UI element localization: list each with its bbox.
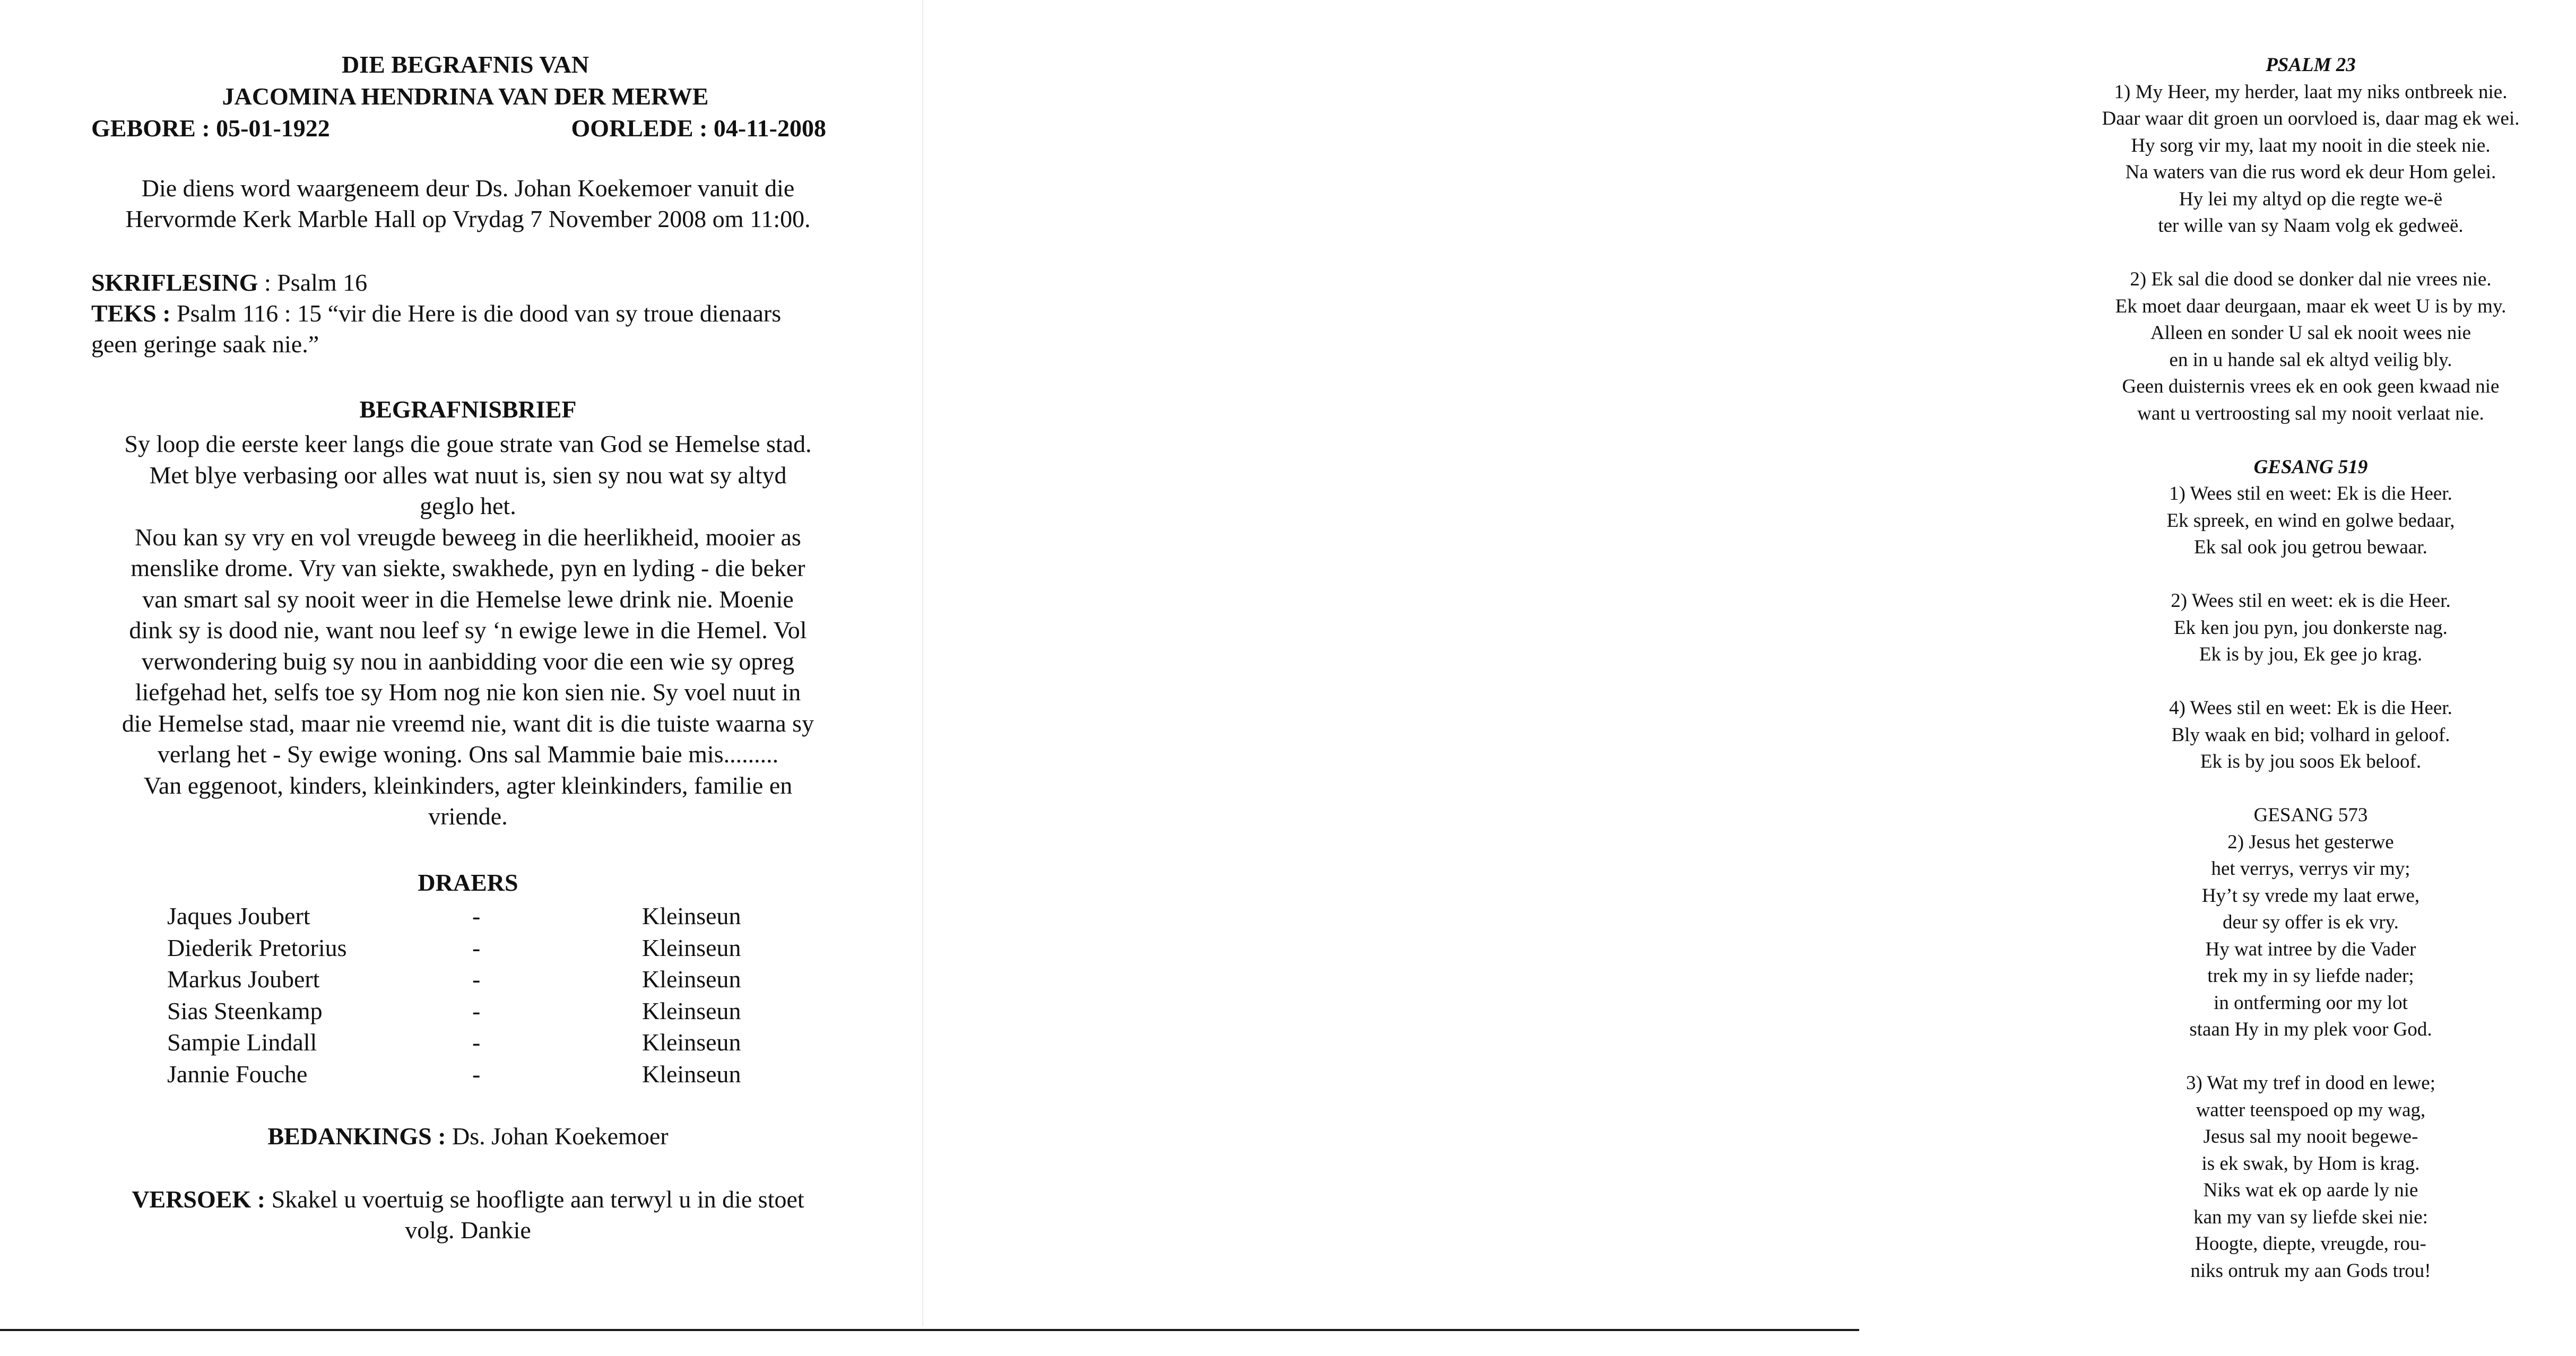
letter-line: menslike drome. Vry van siekte, swakhede, pyn en lyding - die beker	[131, 554, 805, 581]
hymn-line: Hy’t sy vrede my laat erwe,	[2201, 884, 2420, 907]
service-info	[91, 173, 845, 234]
hymn-line: Bly waak en bid; volhard in geloof.	[2171, 724, 2450, 746]
hymn-line: Niks wat ek op aarde ly nie	[2203, 1179, 2418, 1201]
hymn-line: het verrys, verrys vir my;	[2211, 858, 2410, 880]
gesang573-heading: GESANG 573	[2253, 804, 2368, 826]
hymn-line: trek my in sy liefde nader;	[2207, 965, 2414, 987]
pallbearer-name: Sias Steenkamp	[167, 997, 323, 1024]
hymn-line: deur sy offer is ek vry.	[2223, 911, 2399, 933]
letter-heading: BEGRAFNISBRIEF	[359, 396, 577, 423]
pallbearer-dash: -	[472, 902, 481, 929]
hymn-line: Jesus sal my nooit begewe-	[2203, 1126, 2418, 1148]
hymn-line: staan Hy in my plek voor God.	[2189, 1019, 2432, 1040]
pallbearer-relation: Kleinseun	[642, 934, 741, 961]
hymn-line: 2) Jesus het gesterwe	[2227, 831, 2394, 853]
letter-line: die Hemelse stad, maar nie vreemd nie, want dit is die tuiste waarna sy	[122, 709, 814, 737]
pallbearer-relation: Kleinseun	[642, 966, 741, 993]
request-line-2: volg. Dankie	[405, 1216, 531, 1244]
reading-label: SKRIFLESING	[91, 269, 258, 296]
letter-line: Van eggenoot, kinders, kleinkinders, agter kleinkinders, familie en	[143, 771, 793, 799]
title-line-1: DIE BEGRAFNIS VAN	[341, 51, 589, 78]
hymn-line: want u vertroosting sal my nooit verlaat nie.	[2137, 402, 2484, 424]
verse-gap	[2045, 776, 2576, 803]
hymn-column	[2045, 52, 2576, 1284]
pallbearer-row	[167, 995, 801, 1027]
reading-section	[91, 267, 845, 360]
hymn-line: 2) Wees stil en weet: ek is die Heer.	[2171, 590, 2451, 612]
request-label: VERSOEK :	[132, 1186, 266, 1213]
scan-edge	[0, 1329, 1859, 1356]
letter-line: dink sy is dood nie, want nou leef sy ‘n ewige lewe in die Hemel. Vol	[129, 616, 807, 644]
letter-line: geglo het.	[420, 492, 516, 519]
pallbearer-name: Sampie Lindall	[167, 1029, 317, 1056]
pallbearer-name: Markus Joubert	[167, 966, 320, 993]
hymn-line: Hy sorg vir my, laat my nooit in die steek nie.	[2131, 134, 2491, 157]
title-line-2: JACOMINA HENDRINA VAN DER MERWE	[222, 83, 709, 110]
hymn-line: Ek sal ook jou getrou bewaar.	[2194, 536, 2427, 558]
hymn-line: en in u hande sal ek altyd veilig bly.	[2169, 349, 2452, 371]
hymn-line: Ek moet daar deurgaan, maar ek weet U is by my.	[2115, 295, 2506, 317]
pallbearer-name: Diederik Pretorius	[167, 934, 347, 961]
text-line-2: geen geringe saak nie.”	[91, 331, 319, 358]
hymn-line: Geen duisternis vrees ek en ook geen kwaad nie	[2122, 376, 2500, 397]
pallbearer-dash: -	[472, 1029, 481, 1056]
service-line-2: Hervormde Kerk Marble Hall op Vrydag 7 November 2008 om 11:00.	[125, 205, 811, 232]
hymn-line: Daar waar dit groen un oorvloed is, daar mag ek wei.	[2102, 108, 2520, 129]
pallbearers-list	[167, 900, 801, 1090]
hymn-line: 1) My Heer, my herder, laat my niks ontbreek nie.	[2114, 81, 2508, 103]
pallbearer-row	[167, 932, 801, 964]
hymn-line: 2) Ek sal die dood se donker dal nie vrees nie.	[2130, 268, 2492, 290]
verse-gap	[2045, 240, 2576, 267]
thanks-label: BEDANKINGS :	[267, 1123, 446, 1150]
service-line-1: Die diens word waargeneem deur Ds. Johan Koekemoer vanuit die	[141, 175, 795, 202]
verse-gap	[2045, 427, 2576, 454]
reading-line	[91, 267, 845, 298]
hymn-line: Ek spreek, en wind en golwe bedaar,	[2166, 509, 2455, 532]
pallbearer-dash: -	[472, 1060, 481, 1088]
pallbearer-name: Jaques Joubert	[167, 902, 310, 929]
died-date: OORLEDE : 04-11-2008	[571, 115, 826, 142]
hymn-line: Hy lei my altyd op die regte we-ë	[2179, 188, 2443, 210]
pallbearer-dash: -	[472, 966, 481, 993]
pallbearer-dash: -	[472, 934, 481, 961]
hymn-line: Ek is by jou, Ek gee jo krag.	[2199, 644, 2423, 665]
request-section	[91, 1184, 845, 1246]
hymn-line: 1) Wees stil en weet: Ek is die Heer.	[2169, 483, 2452, 505]
hymn-line: in ontferming oor my lot	[2214, 992, 2408, 1014]
hymn-line: Ek is by jou soos Ek beloof.	[2200, 751, 2422, 772]
pallbearer-row	[167, 963, 801, 995]
hymn-line: 3) Wat my tref in dood en lewe;	[2185, 1072, 2435, 1094]
verse-gap	[2045, 561, 2576, 588]
letter-line: vriende.	[428, 803, 508, 830]
pallbearer-relation: Kleinseun	[642, 1060, 741, 1088]
hymn-line: niks ontruk my aan Gods trou!	[2190, 1259, 2431, 1282]
pallbearer-row	[167, 1027, 801, 1058]
pallbearer-row	[167, 900, 801, 932]
hymn-line: watter teenspoed op my wag,	[2196, 1099, 2426, 1121]
text-line-1	[91, 298, 845, 329]
gesang519-heading: GESANG 519	[2253, 456, 2368, 478]
text-label: TEKS :	[91, 300, 171, 327]
letter-body	[91, 429, 845, 832]
left-page	[0, 0, 923, 1326]
hymn-line: ter wille van sy Naam volg ek gedweë.	[2158, 215, 2464, 237]
letter-line: van smart sal sy nooit weer in die Hemelse lewe drink nie. Moenie	[142, 585, 794, 613]
dates-row	[91, 112, 826, 144]
letter-line: liefgehad het, selfs toe sy Hom nog nie kon sien nie. Sy voel nuut in	[135, 679, 801, 706]
hymn-line: 4) Wees stil en weet: Ek is die Heer.	[2169, 697, 2452, 719]
pallbearer-name: Jannie Fouche	[167, 1060, 308, 1088]
reading-value: : Psalm 16	[258, 269, 368, 296]
pallbearer-row	[167, 1058, 801, 1090]
letter-line: verwondering buig sy nou in aanbidding voor die een wie sy opreg	[141, 647, 795, 675]
hymn-line: Na waters van die rus word ek deur Hom gelei.	[2125, 161, 2496, 183]
letter-line: Sy loop die eerste keer langs die goue strate van God se Hemelse stad.	[124, 430, 812, 457]
thanks-line	[91, 1121, 845, 1152]
pallbearer-relation: Kleinseun	[642, 1029, 741, 1056]
right-page	[923, 0, 2520, 1326]
hymn-line: Hoogte, diepte, vreugde, rou-	[2195, 1233, 2426, 1255]
psalm23-heading: PSALM 23	[2266, 54, 2356, 76]
letter-line: Met blye verbasing oor alles wat nuut is, sien sy nou wat sy altyd	[149, 461, 787, 489]
verse-gap	[2045, 668, 2576, 696]
letter-line: verlang het - Sy ewige woning. Ons sal Mammie baie mis.........	[157, 741, 779, 768]
verse-gap	[2045, 1044, 2576, 1071]
pallbearer-dash: -	[472, 997, 481, 1024]
born-date: GEBORE : 05-01-1922	[91, 115, 330, 142]
request-line-1	[91, 1184, 845, 1215]
letter-line: Nou kan sy vry en vol vreugde beweeg in die heerlikheid, mooier as	[135, 523, 801, 551]
thanks-value: Ds. Johan Koekemoer	[446, 1123, 669, 1150]
hymn-line: is ek swak, by Hom is krag.	[2201, 1152, 2420, 1175]
hymn-line: kan my van sy liefde skei nie:	[2193, 1206, 2428, 1228]
hymn-line: Ek ken jou pyn, jou donkerste nag.	[2174, 616, 2448, 639]
hymn-line: Hy wat intree by die Vader	[2205, 938, 2416, 960]
pallbearer-relation: Kleinseun	[642, 902, 741, 929]
request-value: Skakel u voertuig se hoofligte aan terwyl u in die stoet	[265, 1186, 804, 1213]
text-value: Psalm 116 : 15 “vir die Here is die dood van sy troue dienaars	[170, 300, 782, 327]
pallbearers-heading: DRAERS	[418, 869, 518, 896]
hymn-line: Alleen en sonder U sal ek nooit wees nie	[2150, 322, 2471, 344]
pallbearer-relation: Kleinseun	[642, 997, 741, 1024]
